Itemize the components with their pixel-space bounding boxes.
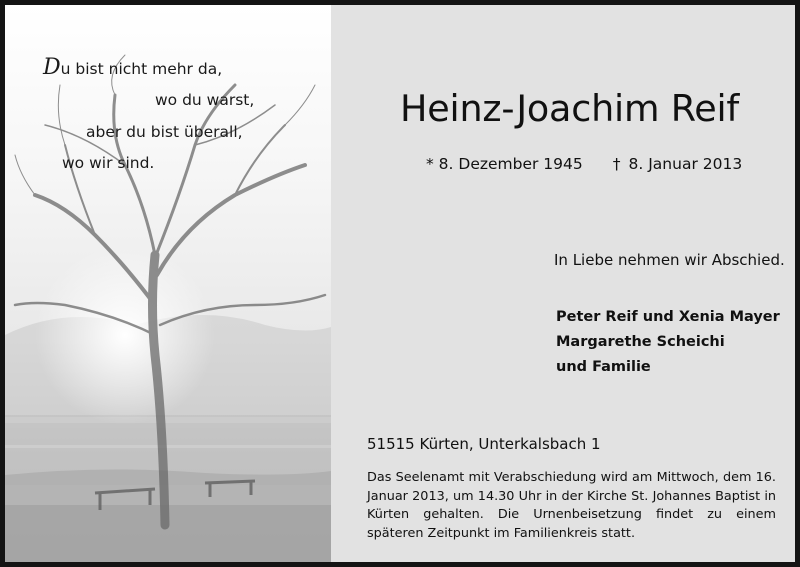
cross-icon: †: [612, 155, 621, 173]
mourners-list: [556, 305, 780, 380]
poem-line-2: wo du warst,: [155, 91, 255, 109]
poem-line-1: [43, 55, 222, 80]
mourner-line: Peter Reif und Xenia Mayer: [556, 309, 780, 325]
poem-line-1-rest: u bist nicht mehr da,: [60, 60, 223, 78]
address: 51515 Kürten, Unterkalsbach 1: [367, 435, 601, 453]
farewell-text: In Liebe nehmen wir Abschied.: [554, 251, 785, 269]
mourner-line: Margarethe Scheichi: [556, 334, 725, 350]
death-date: 8. Januar 2013: [628, 155, 743, 173]
deceased-name: Heinz-Joachim Reif: [400, 87, 740, 130]
tree-lake-photo: [5, 5, 331, 567]
life-dates: [426, 155, 742, 173]
poem-initial: D: [43, 55, 61, 80]
birth-date: * 8. Dezember 1945: [426, 155, 583, 173]
poem-line-4: wo wir sind.: [62, 154, 155, 172]
poem-line-3: aber du bist überall,: [86, 123, 243, 141]
mourner-line: und Familie: [556, 359, 651, 375]
poem: [5, 5, 331, 205]
service-notice: Das Seelenamt mit Verabschiedung wird am Mittwoch, dem 16. Januar 2013, um 14.30 Uhr in der Kirche St. Johannes Baptist in Kürten gehalten. Die Urnenbeisetzung findet zu einem späteren Zeitpunkt im Familienkreis statt.: [367, 470, 776, 541]
